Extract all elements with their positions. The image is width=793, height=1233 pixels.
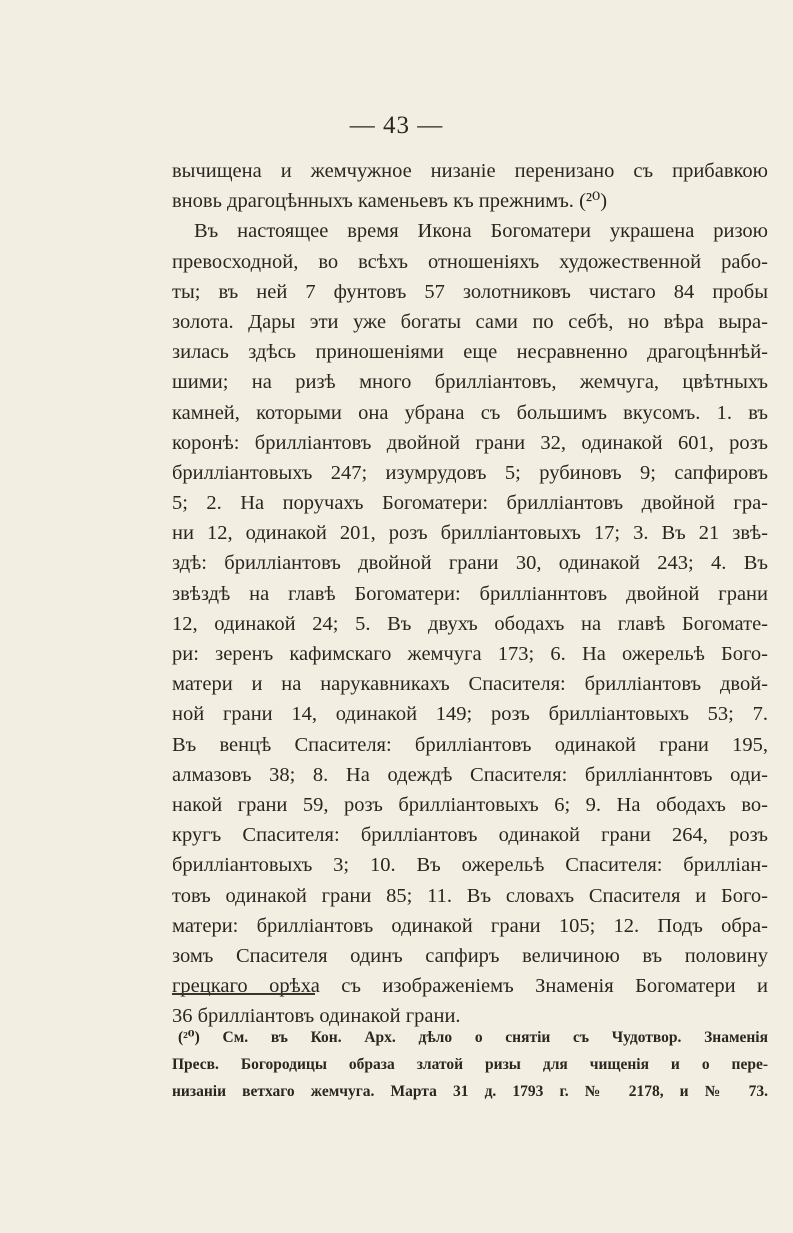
text-line: золота. Дары эти уже богаты сами по себѣ, но вѣра выра-: [172, 310, 768, 333]
text-line: ной грани 14, одинакой 149; розъ бриллiантовыхъ 53; 7.: [172, 703, 768, 726]
text-line: матери: бриллiантовъ одинакой грани 105; 12. Подъ обра-: [172, 914, 768, 937]
text-line: зилась здѣсь приношеніями еще несравненно драгоцѣннѣй-: [172, 341, 768, 364]
footnote-line: [172, 1024, 768, 1051]
footnote-reference: (²⁰): [579, 190, 608, 213]
text-line: шими; на ризѣ много бриллiантовъ, жемчуга, цвѣтныхъ: [172, 371, 768, 394]
body-text: [172, 156, 768, 1031]
text-line: Въ настоящее время Икона Богоматери украшена ризою: [194, 220, 768, 243]
text-line: 5; 2. На поручахъ Богоматери: бриллiантовъ двойной гра-: [172, 492, 768, 515]
text-line: кругъ Спасителя: бриллiантовъ одинакой грани 264, розъ: [172, 824, 768, 847]
text-line: алмазовъ 38; 8. На одеждѣ Спасителя: бриллiаннтовъ оди-: [172, 763, 768, 786]
text-line: ты; въ ней 7 фунтовъ 57 золотниковъ чистаго 84 пробы: [172, 280, 768, 303]
text-line: ни 12, одинакой 201, розъ бриллiантовыхъ 17; 3. Въ 21 звѣ-: [172, 522, 768, 545]
text-line: зомъ Спасителя одинъ сапфиръ величиною въ половину: [172, 944, 768, 967]
text-line: камней, которыми она убрана съ большимъ вкусомъ. 1. въ: [172, 401, 768, 424]
text-line: бриллiантовыхъ 247; изумрудовъ 5; рубиновъ 9; сапфировъ: [172, 461, 768, 484]
text-line: 36 бриллiантовъ одинакой грани.: [172, 1005, 461, 1028]
text-line: звѣздѣ на главѣ Богоматери: бриллiаннтовъ двойной грани: [172, 582, 768, 605]
footnote-separator: [172, 993, 315, 995]
text-line: вновь драгоцѣнныхъ каменьевъ къ прежнимъ.: [172, 190, 574, 213]
page-number: — 43 —: [349, 112, 444, 139]
text-line: грецкаго орѣха съ изображеніемъ Знаменія Богоматери и: [172, 975, 768, 998]
text-line: матери и на нарукавникахъ Спасителя: бриллiантовъ двой-: [172, 673, 768, 696]
footnote-line: низаніи ветхаго жемчуга. Марта 31 д. 1793 г. № 2178, и № 73.: [172, 1083, 768, 1100]
text-line: здѣ: бриллiантовъ двойной грани 30, одинакой 243; 4. Въ: [172, 552, 768, 575]
text-line-with-footnote-ref: [172, 186, 768, 216]
text-line: Въ венцѣ Спасителя: бриллiантовъ одинакой грани 195,: [172, 733, 768, 756]
text-line: бриллiантовыхъ 3; 10. Въ ожерельѣ Спасителя: бриллiан-: [172, 854, 768, 877]
footnote-text: См. въ Кон. Арх. дѣло о снятіи съ Чудотвор. Знаменія: [222, 1029, 769, 1046]
footnote-line: Пресв. Богородицы образа златой ризы для чищенія и о пере-: [172, 1056, 768, 1073]
text-line: коронѣ: бриллiантовъ двойной грани 32, одинакой 601, розъ: [172, 431, 768, 454]
footnote: [172, 1024, 768, 1105]
text-line: товъ одинакой грани 85; 11. Въ словахъ Спасителя и Бого-: [172, 884, 768, 907]
text-line: превосходной, во всѣхъ отношеніяхъ художественной рабо-: [172, 250, 768, 273]
text-line: 12, одинакой 24; 5. Въ двухъ ободахъ на главѣ Богомате-: [172, 612, 768, 635]
text-line: накой грани 59, розъ бриллiантовыхъ 6; 9. На ободахъ во-: [172, 793, 768, 816]
footnote-marker: (²⁰): [178, 1029, 200, 1046]
text-line: ри: зеренъ кафимскаго жемчуга 173; 6. На ожерельѣ Бого-: [172, 643, 768, 665]
text-line: вычищена и жемчужное низаніе перенизано съ прибавкою: [172, 160, 768, 182]
